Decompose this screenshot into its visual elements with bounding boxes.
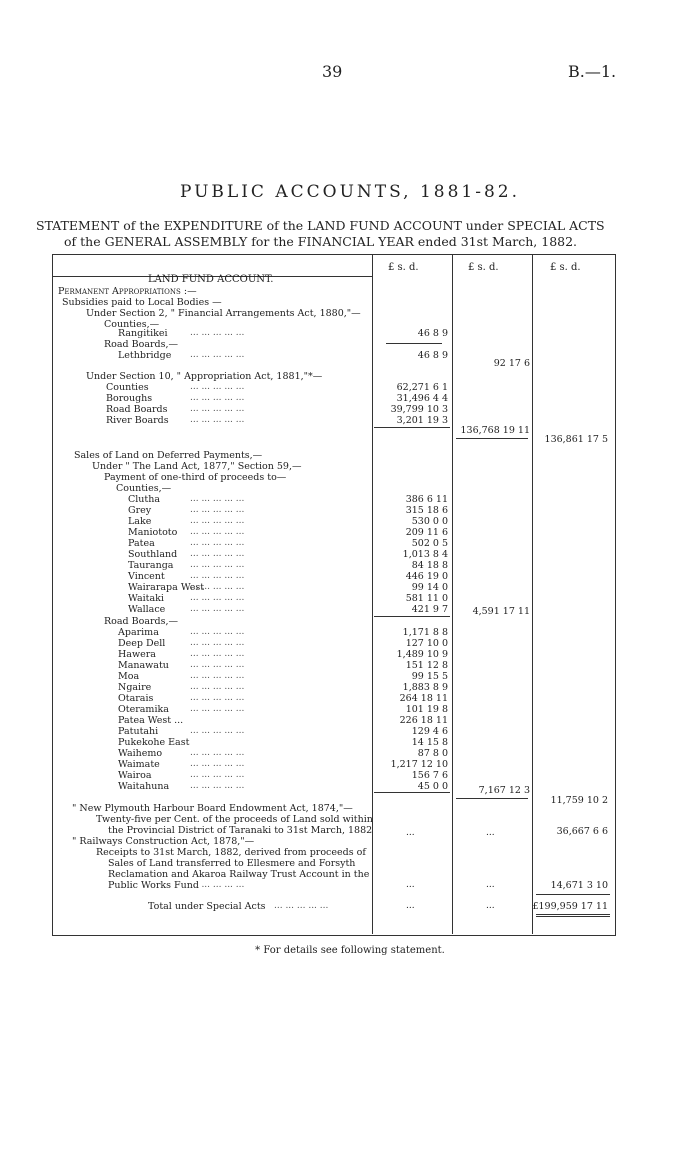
list-item: Waitahuna ... ... ... ... ... <box>118 781 245 792</box>
list-item: Oteramika ... ... ... ... ... <box>118 704 245 715</box>
subtotal: 7,167 12 3 <box>478 785 530 796</box>
grand-total-row: Total under Special Acts ... ... ... ... ... <box>148 901 329 912</box>
column-header-1: £ s. d. <box>388 262 419 273</box>
road-boards-heading: Road Boards,— <box>104 616 179 627</box>
column-header-3: £ s. d. <box>550 262 581 273</box>
amount: 62,271 6 1 <box>396 382 448 393</box>
amount: 87 8 0 <box>417 748 448 759</box>
list-item: Ngaire ... ... ... ... ... <box>118 682 245 693</box>
amount: 315 18 6 <box>405 505 448 516</box>
list-item: Patea ... ... ... ... ... <box>128 538 245 549</box>
payment-heading: Payment of one-third of proceeds to— <box>104 472 287 483</box>
list-item: Road Boards ... ... ... ... ... <box>106 404 245 415</box>
deferred-heading: Sales of Land on Deferred Payments,— <box>74 450 263 461</box>
amount: 264 18 11 <box>399 693 448 704</box>
list-item: Wallace ... ... ... ... ... <box>128 604 245 615</box>
amount: 36,667 6 6 <box>556 826 608 837</box>
amount: 39,799 10 3 <box>390 404 448 415</box>
footnote: * For details see following statement. <box>255 945 445 956</box>
list-item: Pukekohe East <box>118 737 190 748</box>
list-item: Patutahi ... ... ... ... ... <box>118 726 245 737</box>
subtotal: 92 17 6 <box>493 358 530 369</box>
amount: 421 9 7 <box>411 604 448 615</box>
list-item: Patea West ... <box>118 715 184 726</box>
amount: 226 18 11 <box>399 715 448 726</box>
amount: 1,883 8 9 <box>402 682 448 693</box>
plymouth-description: the Provincial District of Taranaki to 31st March, 1882 <box>108 825 373 836</box>
list-item: Moa ... ... ... ... ... <box>118 671 245 682</box>
amount: 45 0 0 <box>417 781 448 792</box>
road-boards-heading: Road Boards,— <box>104 339 179 350</box>
statement-subtitle-line-2: of the GENERAL ASSEMBLY for the FINANCIAL YEAR ended 31st March, 1882. <box>64 234 578 249</box>
amount: 46 8 9 <box>417 328 448 339</box>
counties-heading: Counties,— <box>116 483 172 494</box>
amount: 101 19 8 <box>405 704 448 715</box>
amount: 1,217 12 10 <box>390 759 448 770</box>
list-item: River Boards ... ... ... ... ... <box>106 415 245 426</box>
amount: 84 18 8 <box>411 560 448 571</box>
list-item: Public Works Fund ... ... ... ... ... <box>108 880 245 891</box>
total: 11,759 10 2 <box>550 795 608 806</box>
grand-total: £199,959 17 11 <box>532 901 608 912</box>
list-item: Counties ... ... ... ... ... <box>106 382 245 393</box>
subtotal: 136,768 19 11 <box>460 425 530 436</box>
list-item: Manawatu ... ... ... ... ... <box>118 660 245 671</box>
section-2-heading: Under Section 2, " Financial Arrangements Act, 1880,"— <box>86 308 361 319</box>
list-item: Maniototo ... ... ... ... ... <box>128 527 245 538</box>
subsidies-heading: Subsidies paid to Local Bodies — <box>62 297 222 308</box>
railways-description: Reclamation and Akaroa Railway Trust Account in the <box>108 869 370 880</box>
list-item: Deep Dell ... ... ... ... ... <box>118 638 245 649</box>
section-10-heading: Under Section 10, " Appropriation Act, 1881,"*— <box>86 371 323 382</box>
list-item: Wairarapa West ... ... ... ... ... <box>128 582 245 593</box>
amount: 127 10 0 <box>405 638 448 649</box>
amount: 581 11 0 <box>405 593 448 604</box>
subtotal: 4,591 17 11 <box>472 606 530 617</box>
railways-act-heading: " Railways Construction Act, 1878,"— <box>72 836 255 847</box>
list-item: Waitaki ... ... ... ... ... <box>128 593 245 604</box>
amount: 502 0 5 <box>411 538 448 549</box>
railways-description: Sales of Land transferred to Ellesmere and Forsyth <box>108 858 356 869</box>
amount: 14,671 3 10 <box>550 880 608 891</box>
list-item: Otarais ... ... ... ... ... <box>118 693 245 704</box>
account-title: LAND FUND ACCOUNT. <box>148 274 274 285</box>
amount: 1,171 8 8 <box>402 627 448 638</box>
statement-subtitle-line-1: STATEMENT of the EXPENDITURE of the LAND FUND ACCOUNT under SPECIAL ACTS <box>36 218 605 233</box>
column-divider <box>452 254 453 934</box>
land-act-heading: Under " The Land Act, 1877," Section 59,— <box>92 461 302 472</box>
list-item: Rangitikei ... ... ... ... ... <box>118 328 245 339</box>
amount: 129 4 6 <box>411 726 448 737</box>
plymouth-act-heading: " New Plymouth Harbour Board Endowment Act, 1874,"— <box>72 803 353 814</box>
plymouth-description: Twenty-five per Cent. of the proceeds of Land sold within <box>96 814 373 825</box>
amount: 46 8 9 <box>417 350 448 361</box>
column-header-2: £ s. d. <box>468 262 499 273</box>
list-item: Hawera ... ... ... ... ... <box>118 649 245 660</box>
list-item: Waimate ... ... ... ... ... <box>118 759 245 770</box>
amount: 31,496 4 4 <box>396 393 448 404</box>
amount: 3,201 19 3 <box>396 415 448 426</box>
counties-heading: Counties,— <box>104 319 160 330</box>
list-item: Lethbridge ... ... ... ... ... <box>118 350 245 361</box>
list-item: Lake ... ... ... ... ... <box>128 516 245 527</box>
amount: 530 0 0 <box>411 516 448 527</box>
amount: 151 12 8 <box>405 660 448 671</box>
list-item: Tauranga ... ... ... ... ... <box>128 560 245 571</box>
amount: 99 14 0 <box>411 582 448 593</box>
list-item: Wairoa ... ... ... ... ... <box>118 770 245 781</box>
amount: 1,013 8 4 <box>402 549 448 560</box>
amount: 156 7 6 <box>411 770 448 781</box>
amount: 446 19 0 <box>405 571 448 582</box>
amount: 14 15 8 <box>411 737 448 748</box>
list-item: Waihemo ... ... ... ... ... <box>118 748 245 759</box>
list-item: Clutha ... ... ... ... ... <box>128 494 245 505</box>
amount: 1,489 10 9 <box>396 649 448 660</box>
page-number: 39 <box>322 62 343 81</box>
list-item: Southland ... ... ... ... ... <box>128 549 245 560</box>
list-item: Grey ... ... ... ... ... <box>128 505 245 516</box>
amount: 99 15 5 <box>411 671 448 682</box>
railways-description: Receipts to 31st March, 1882, derived from proceeds of <box>96 847 366 858</box>
amount: 386 6 11 <box>405 494 448 505</box>
list-item: Aparima ... ... ... ... ... <box>118 627 245 638</box>
list-item: Boroughs ... ... ... ... ... <box>106 393 245 404</box>
document-reference: B.—1. <box>568 62 617 81</box>
amount: 209 11 6 <box>405 527 448 538</box>
list-item: Vincent ... ... ... ... ... <box>128 571 245 582</box>
permanent-heading: Permanent Appropriations :— <box>58 286 197 297</box>
page-title: PUBLIC ACCOUNTS, 1881-82. <box>179 182 521 202</box>
total: 136,861 17 5 <box>544 434 608 445</box>
